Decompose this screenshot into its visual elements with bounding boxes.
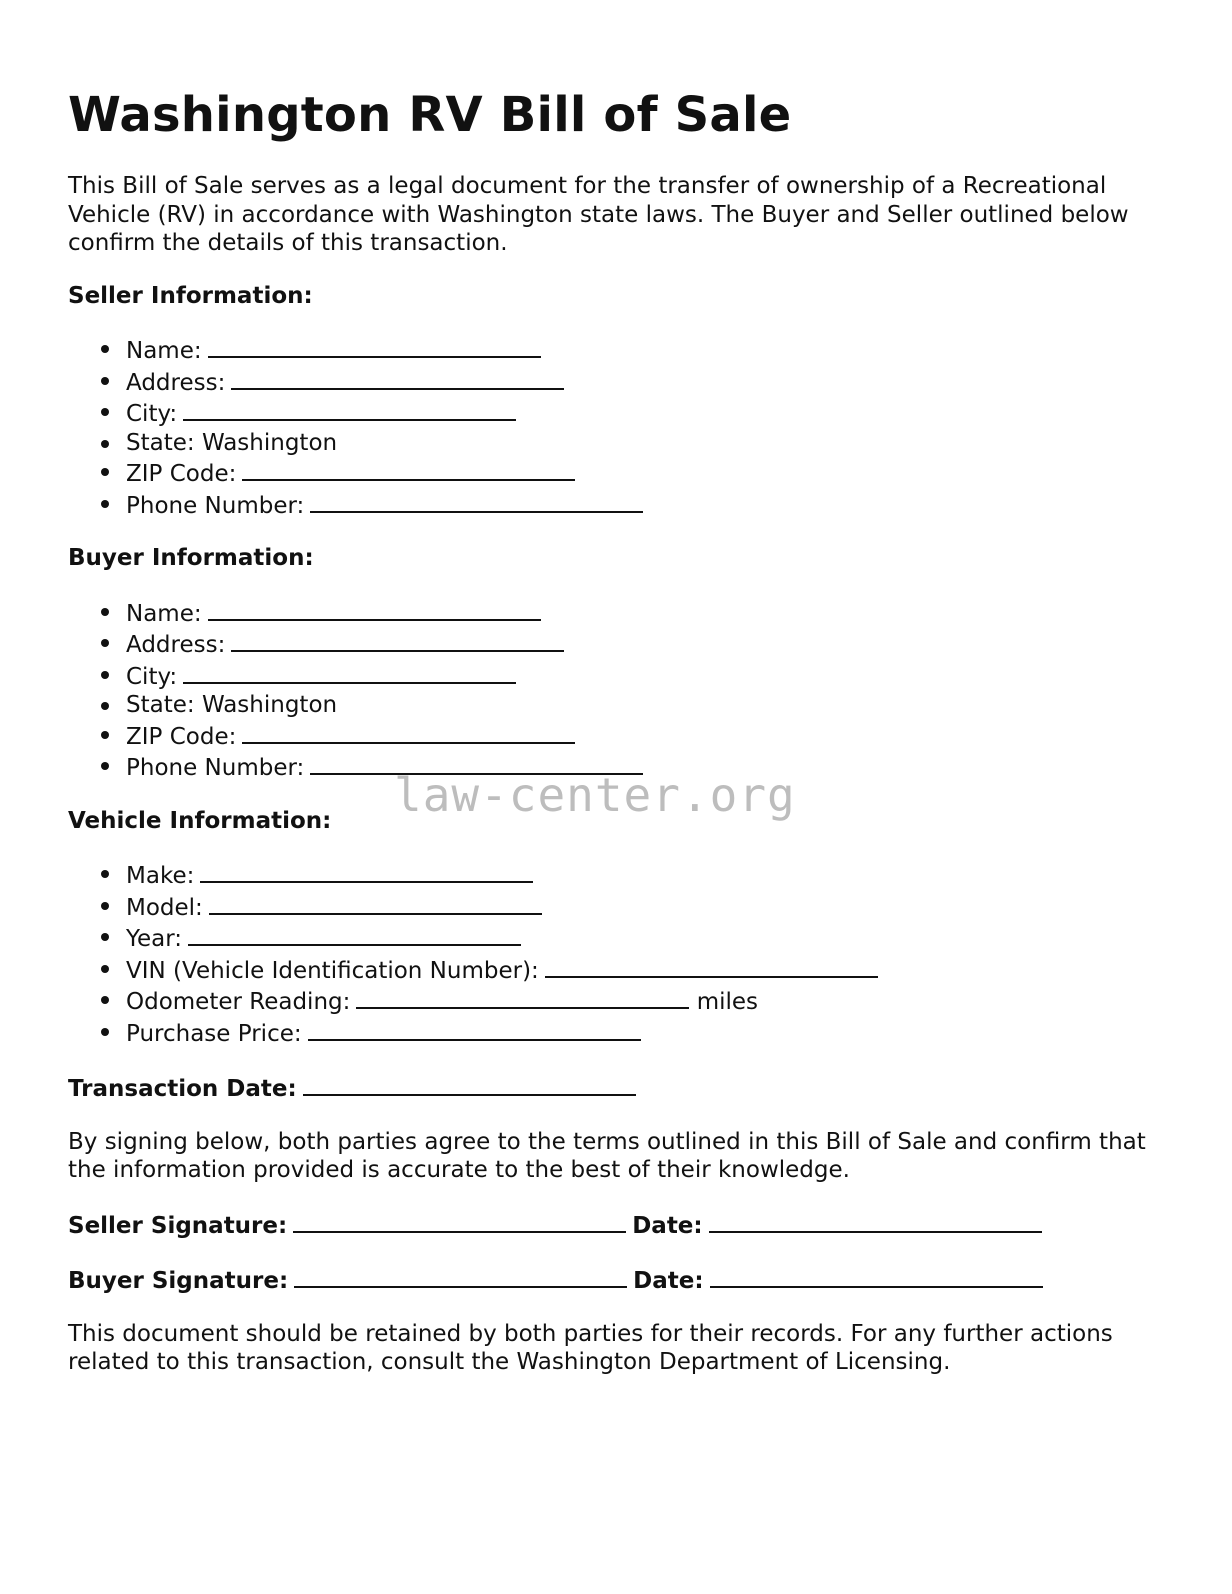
seller-signature-label: Seller Signature:: [68, 1212, 288, 1239]
footer-paragraph: This document should be retained by both parties for their records. For any further actions related to this transaction, consult the Washington Department of Licensing.: [68, 1320, 1113, 1375]
seller-date-field[interactable]: [709, 1209, 1042, 1233]
odometer-unit: miles: [696, 989, 759, 1015]
vehicle-odometer-field[interactable]: [356, 985, 689, 1009]
seller-address-label: Address:: [126, 369, 226, 396]
transaction-date-label: Transaction Date:: [68, 1076, 297, 1102]
seller-address-field[interactable]: [231, 366, 564, 390]
buyer-section-heading: Buyer Information:: [68, 545, 314, 571]
vehicle-info-list: [68, 859, 1168, 1048]
buyer-phone-label: Phone Number:: [126, 755, 305, 781]
buyer-city-field[interactable]: [183, 660, 516, 684]
vehicle-make-field[interactable]: [200, 859, 533, 883]
vehicle-year-field[interactable]: [188, 922, 521, 946]
watermark: law-center.org: [394, 767, 796, 822]
buyer-signature-row: [68, 1264, 1168, 1296]
transaction-date-field[interactable]: [303, 1072, 636, 1096]
seller-name-field[interactable]: [208, 334, 541, 358]
vehicle-vin-item: [126, 954, 1168, 986]
intro-paragraph: This Bill of Sale serves as a legal document for the transfer of ownership of a Recreational Vehicle (RV) in accordance with Washington state laws. The Buyer and Seller outlined below confirm the details of this transaction.: [68, 173, 1129, 256]
vehicle-model-label: Model:: [126, 894, 203, 921]
vehicle-odometer-label: Odometer Reading:: [126, 989, 351, 1015]
buyer-zip-field[interactable]: [242, 720, 575, 744]
seller-info-list: [68, 334, 1168, 520]
seller-city-field[interactable]: [183, 397, 516, 421]
buyer-address-label: Address:: [126, 632, 226, 658]
vehicle-model-field[interactable]: [209, 891, 542, 915]
buyer-signature-label: Buyer Signature:: [68, 1268, 289, 1294]
agreement-paragraph: By signing below, both parties agree to the terms outlined in this Bill of Sale and confirm that the information provided is accurate to the best of their knowledge.: [68, 1128, 1146, 1183]
vehicle-price-field[interactable]: [308, 1017, 641, 1041]
seller-name-item: [126, 334, 1168, 366]
vehicle-year-item: [126, 922, 1168, 954]
vehicle-model-item: [126, 891, 1168, 923]
buyer-zip-item: [126, 720, 1168, 752]
vehicle-year-label: Year:: [126, 926, 183, 952]
vehicle-price-label: Purchase Price:: [126, 1020, 302, 1047]
buyer-zip-label: ZIP Code:: [126, 723, 237, 750]
transaction-date-row: [68, 1072, 1168, 1104]
buyer-date-field[interactable]: [710, 1264, 1043, 1288]
seller-state-label: State: Washington: [126, 429, 338, 456]
vehicle-vin-label: VIN (Vehicle Identification Number):: [126, 957, 539, 984]
buyer-state-item: [126, 691, 1168, 720]
buyer-name-field[interactable]: [208, 597, 541, 621]
buyer-address-field[interactable]: [231, 628, 564, 652]
seller-name-label: Name:: [126, 338, 202, 364]
buyer-signature-field[interactable]: [294, 1264, 627, 1288]
vehicle-odometer-item: [126, 985, 1168, 1017]
seller-zip-label: ZIP Code:: [126, 461, 237, 487]
seller-phone-label: Phone Number:: [126, 492, 305, 519]
buyer-state-label: State: Washington: [126, 692, 338, 718]
buyer-name-item: [126, 597, 1168, 629]
buyer-name-label: Name:: [126, 600, 202, 627]
buyer-info-list: [68, 597, 1168, 783]
buyer-city-label: City:: [126, 663, 178, 690]
seller-state-item: [126, 429, 1168, 458]
seller-city-label: City:: [126, 401, 178, 427]
bill-of-sale-document: [68, 84, 1168, 1377]
seller-zip-field[interactable]: [242, 457, 575, 481]
document-title: Washington RV Bill of Sale: [68, 87, 792, 143]
seller-address-item: [126, 366, 1168, 398]
seller-signature-row: [68, 1209, 1168, 1241]
vehicle-make-label: Make:: [126, 863, 195, 889]
vehicle-heading-label: Vehicle Information:: [68, 807, 332, 834]
buyer-city-item: [126, 660, 1168, 692]
seller-signature-field[interactable]: [293, 1209, 626, 1233]
seller-date-label: Date:: [632, 1212, 703, 1239]
seller-city-item: [126, 397, 1168, 429]
vehicle-make-item: [126, 859, 1168, 891]
seller-phone-item: [126, 489, 1168, 521]
seller-section-heading: Seller Information:: [68, 282, 313, 309]
vehicle-price-item: [126, 1017, 1168, 1049]
buyer-address-item: [126, 628, 1168, 660]
vehicle-vin-field[interactable]: [545, 954, 878, 978]
seller-zip-item: [126, 457, 1168, 489]
buyer-date-label: Date:: [633, 1268, 704, 1294]
seller-phone-field[interactable]: [310, 489, 643, 513]
